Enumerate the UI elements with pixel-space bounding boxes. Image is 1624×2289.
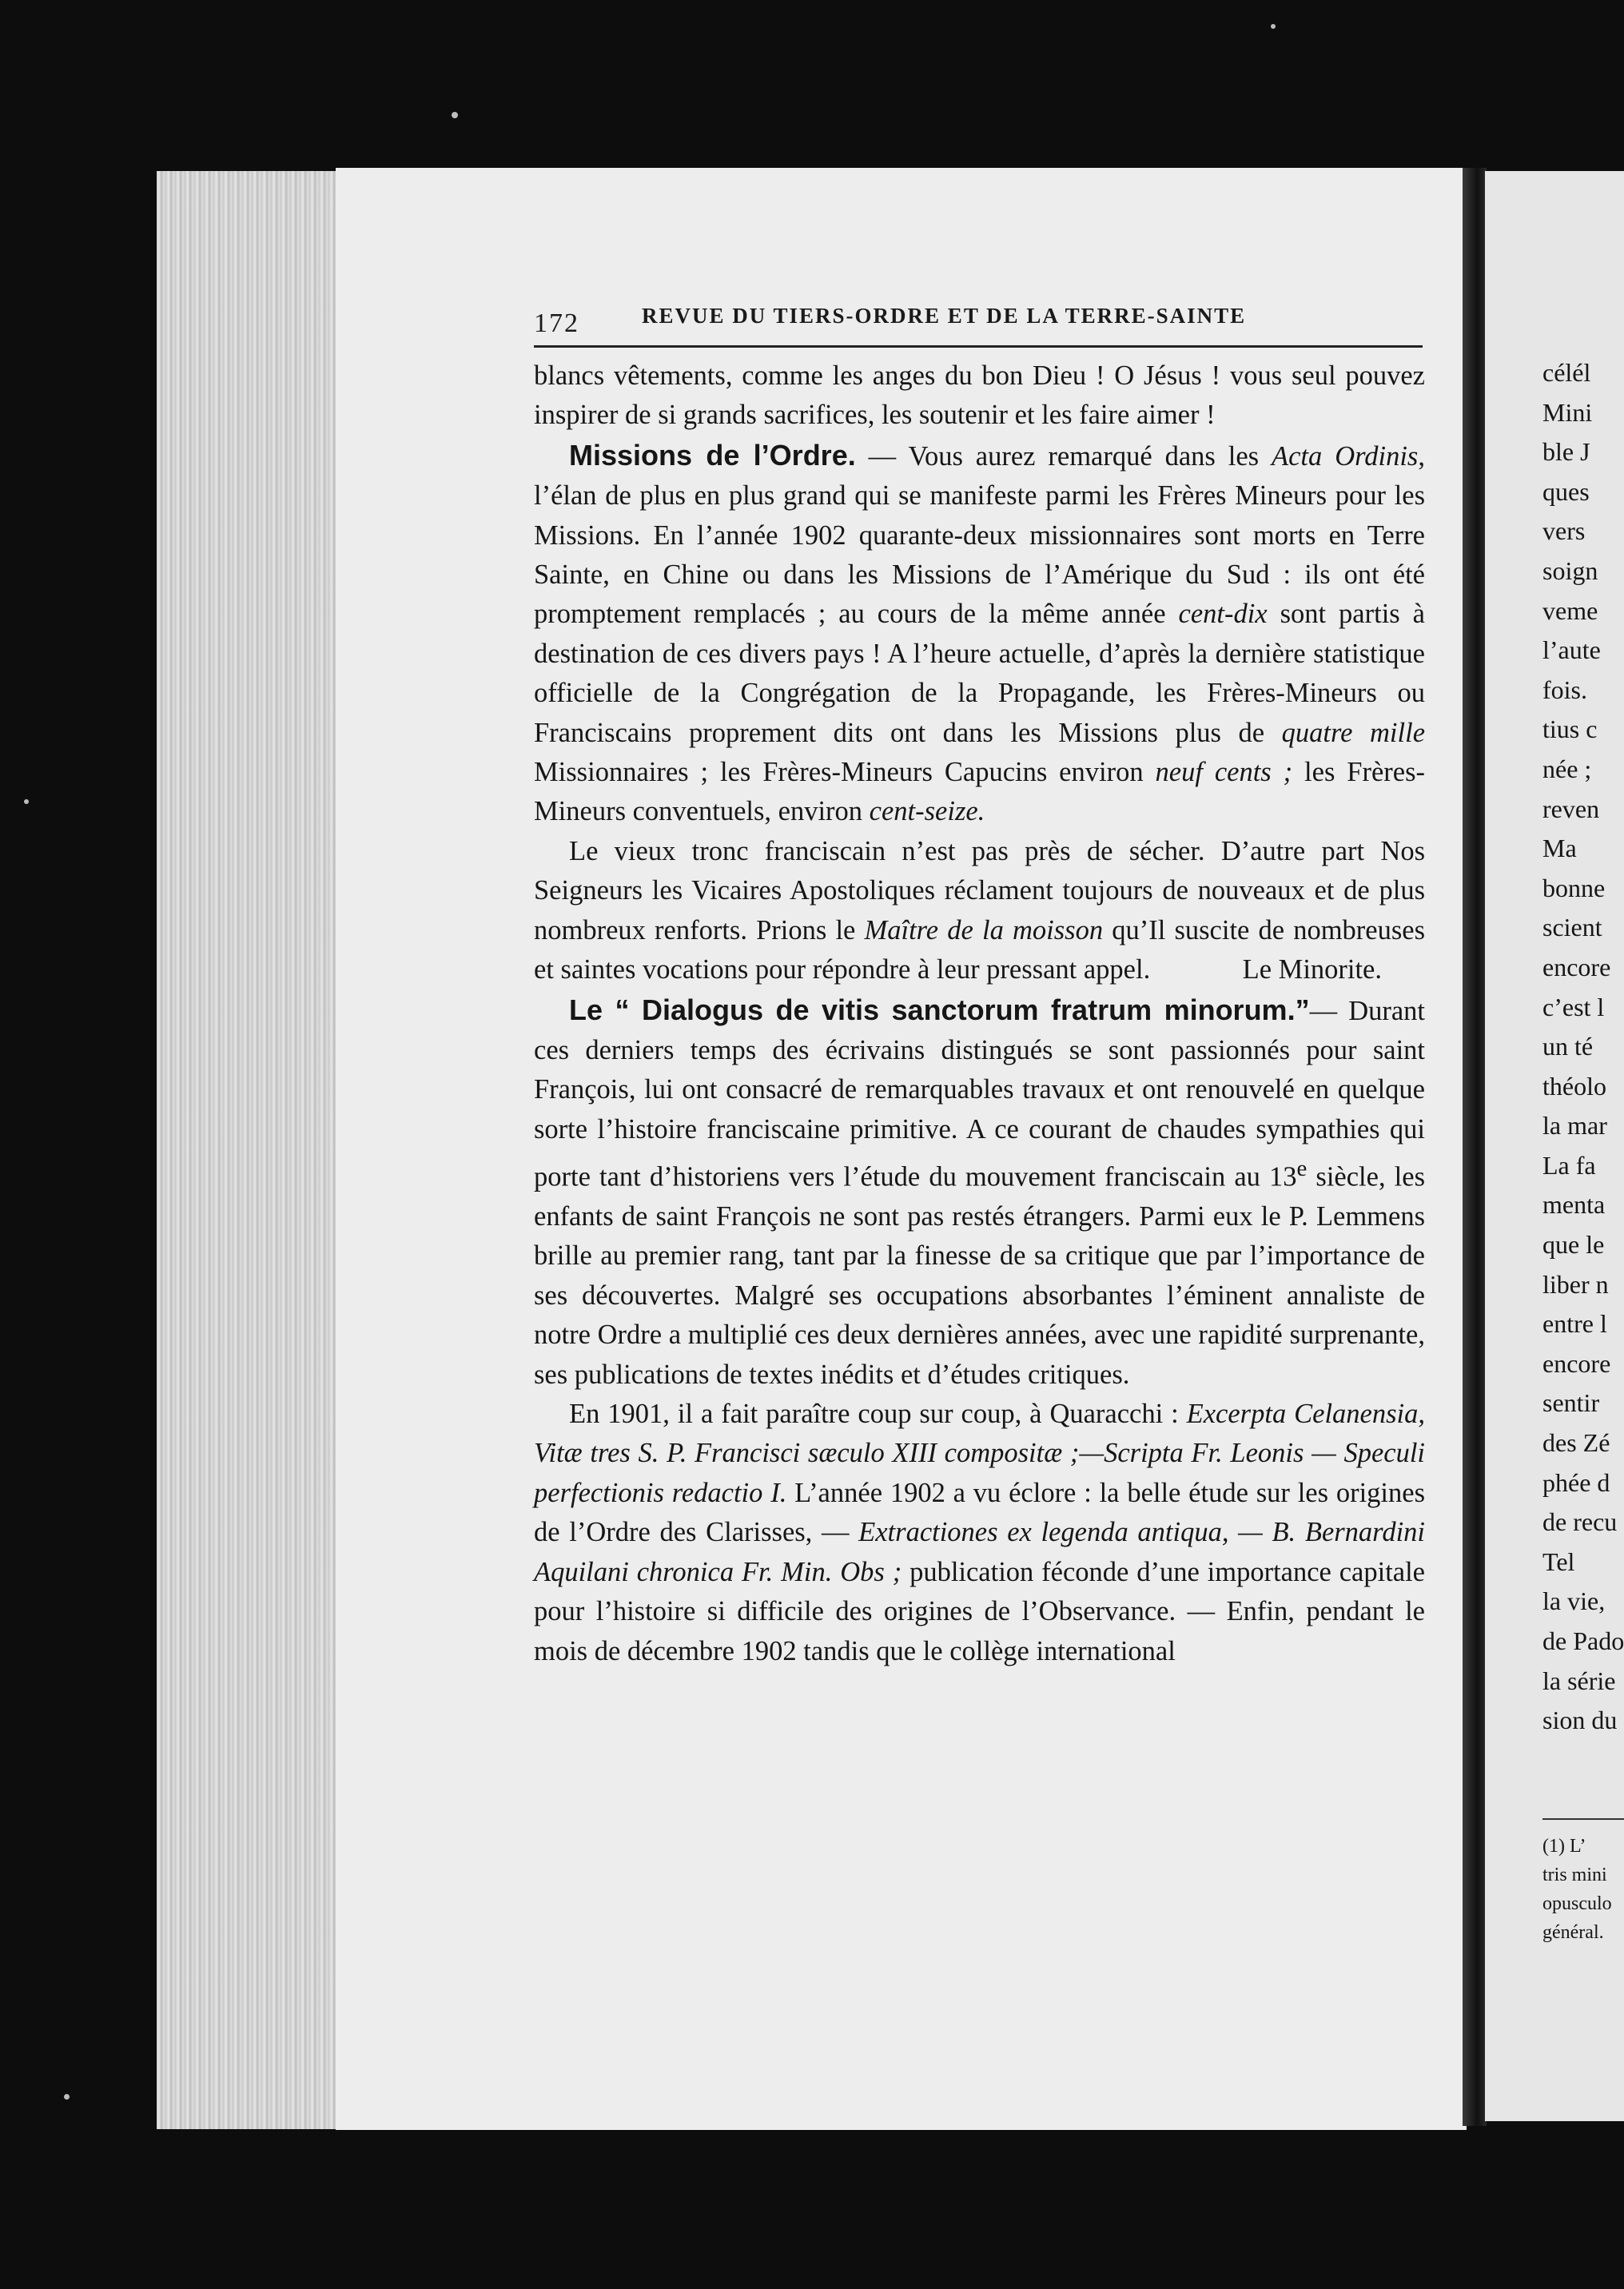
facing-line: Ma bbox=[1542, 834, 1577, 863]
facing-line: ble J bbox=[1542, 437, 1590, 467]
facing-line: entre l bbox=[1542, 1309, 1607, 1339]
section-heading: Le “ Dialogus de vitis sanctorum fratrum minorum.” bbox=[569, 993, 1310, 1026]
facing-line: de Pado bbox=[1542, 1626, 1624, 1655]
facing-line: Mini bbox=[1542, 397, 1593, 427]
signature: Le Minorite. bbox=[1242, 954, 1382, 985]
footnote-rule bbox=[1542, 1818, 1624, 1820]
facing-line: Tel bbox=[1542, 1547, 1575, 1576]
book-gutter bbox=[1463, 168, 1487, 2126]
page-header bbox=[534, 297, 1423, 348]
facing-footnote-line: opusculo bbox=[1542, 1893, 1612, 1914]
section-heading: Missions de l’Ordre. bbox=[569, 438, 856, 472]
facing-footnote-line: (1) L’ bbox=[1542, 1836, 1586, 1857]
dust-speck bbox=[24, 799, 29, 804]
facing-line: un té bbox=[1542, 1032, 1594, 1061]
running-title: REVUE DU TIERS-ORDRE ET DE LA TERRE-SAINTE bbox=[642, 304, 1247, 328]
main-text bbox=[534, 356, 1425, 1671]
facing-line: ques bbox=[1542, 476, 1590, 506]
facing-line: la vie, bbox=[1542, 1586, 1606, 1616]
facing-line: soign bbox=[1542, 555, 1598, 585]
facing-page-text bbox=[1542, 353, 1624, 1741]
page-number: 172 bbox=[534, 309, 579, 338]
paragraph: Missions de l’Ordre. — Vous aurez remarqué dans les Acta Ordinis, l’élan de plus en plus grand qui se manifeste parmi les Frères Mineurs pour les Missions. En l’année 1902 quarante-deux missionnaires sont morts en Terre Sainte, en Chine ou dans les Missions de l’Amérique du Sud : ils ont été promptement remplacés ; au cours de la même année cent-dix sont partis à destination de ces divers pays ! A l’heure actuelle, d’après la dernière statistique officielle de la Congrégation de la Propagande, les Frères-Mineurs ou Franciscains proprement dits ont dans les Missions plus de quatre mille Missionnaires ; les Frères-Mineurs Capucins environ neuf cents ; les Frères-Mineurs conventuels, environ cent-seize. bbox=[534, 438, 1426, 827]
facing-line: de recu bbox=[1542, 1507, 1618, 1537]
facing-footnote-line: tris mini bbox=[1542, 1865, 1607, 1885]
facing-line: sion du bbox=[1542, 1706, 1618, 1735]
facing-line: la série bbox=[1542, 1666, 1616, 1695]
dust-speck bbox=[452, 112, 458, 118]
paragraph: Le vieux tronc franciscain n’est pas près de sécher. D’autre part Nos Seigneurs les Vicaires Apostoliques réclament toujours de nouveaux et de plus nombreux renforts. Prions le Maître de la moisson qu’Il suscite de nombreuses et saintes vocations pour répondre à leur pressant appel. Le Minorite. bbox=[534, 832, 1425, 990]
facing-line: que le bbox=[1542, 1230, 1605, 1260]
paragraph: En 1901, il a fait paraître coup sur coup, à Quaracchi : Excerpta Celanensia, Vitæ tres S. P. Francisci sæculo XIII compositæ ;—Scripta Fr. Leonis — Speculi perfectionis redactio I. L’année 1902 a vu éclore : la belle étude sur les origines de l’Ordre des Clarisses, — Extractiones ex legenda antiqua, — B. Bernardini Aquilani chronica Fr. Min. Obs ; publication féconde d’une importance capitale pour l’histoire si difficile des origines de l’Observance. — Enfin, pendant le mois de décembre 1902 tandis que le collège international bbox=[534, 1399, 1426, 1666]
facing-line: La fa bbox=[1542, 1150, 1596, 1180]
facing-line: encore bbox=[1542, 1348, 1611, 1378]
dust-speck bbox=[64, 2094, 70, 2100]
facing-line: phée d bbox=[1542, 1467, 1610, 1497]
facing-line: des Zé bbox=[1542, 1428, 1610, 1458]
facing-line: encore bbox=[1542, 952, 1611, 981]
facing-line: vers bbox=[1542, 516, 1586, 546]
facing-line: théolo bbox=[1542, 1071, 1606, 1101]
facing-line: scient bbox=[1542, 913, 1602, 942]
facing-line: veme bbox=[1542, 595, 1598, 625]
facing-line: célél bbox=[1542, 358, 1591, 387]
facing-line: tius c bbox=[1542, 715, 1598, 744]
facing-line: sentir bbox=[1542, 1388, 1600, 1418]
facing-line: née ; bbox=[1542, 754, 1592, 783]
paragraph: blancs vêtements, comme les anges du bon Dieu ! O Jésus ! vous seul pouvez inspirer de si grands sacrifices, les soutenir et les faire aimer ! bbox=[534, 360, 1425, 431]
facing-line: bonne bbox=[1542, 873, 1606, 902]
paragraph: Le “ Dialogus de vitis sanctorum fratrum minorum.”— Durant ces derniers temps des écrivains distingués se sont passionnés pour saint François, lui ont consacré de remarquables travaux et ont renouvelé en quelque sorte l’histoire franciscaine primitive. A ce courant de chaudes sympathies qui porte tant d’historiens vers l’étude du mouvement franciscain au 13e siècle, les enfants de saint François ne sont pas restés étrangers. Parmi eux le P. Lemmens brille au premier rang, tant par la finesse de sa critique que par l’importance de ses découvertes. Malgré ses occupations absorbantes l’éminent annaliste de notre Ordre a multiplié ces deux dernières années, avec une rapidité surprenante, ses publications de textes inédits et d’études critiques. bbox=[534, 993, 1425, 1390]
facing-line: fois. bbox=[1542, 675, 1587, 704]
facing-line: reven bbox=[1542, 794, 1600, 823]
facing-page-footnotes bbox=[1542, 1832, 1624, 1947]
dust-speck bbox=[1271, 24, 1276, 29]
facing-line: la mar bbox=[1542, 1111, 1607, 1141]
facing-line: l’aute bbox=[1542, 635, 1601, 665]
facing-line: menta bbox=[1542, 1190, 1606, 1220]
facing-line: c’est l bbox=[1542, 992, 1605, 1021]
facing-line: liber n bbox=[1542, 1269, 1609, 1299]
facing-footnote-line: général. bbox=[1542, 1922, 1604, 1943]
